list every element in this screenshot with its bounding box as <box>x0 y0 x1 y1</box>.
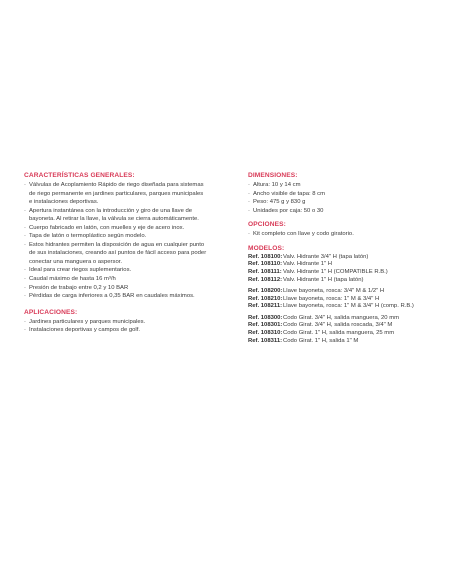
model-ref: Ref. 108211: <box>248 303 283 310</box>
list-item: · Válvulas de Acoplamiento Rápido de riego diseñada para sistemas de riego permanente en jardines particulares, parques municipales e instalaciones deportivas. <box>24 181 238 207</box>
list-item: · Apertura instantánea con la introducción y giro de una llave de bayoneta. Al retirar la llave, la válvula se cierra automáticamente. <box>24 207 238 224</box>
model-ref: Ref. 108301: <box>248 322 283 329</box>
right-column <box>248 172 442 351</box>
list-item: · Jardines particulares y parques municipales. <box>24 318 238 327</box>
model-ref: Ref. 108111: <box>248 268 282 275</box>
model-desc: Valv. Hidrante 1" H <box>283 261 333 268</box>
list-item: · Estos hidrantes permiten la disposición de agua en cualquier punto de sus instalaciones, creando así puntos de fácil acceso para poder conectar una manguera o aspersor. <box>24 241 238 267</box>
dimensions-section <box>248 172 442 215</box>
list-item: · Unidades por caja: 50 o 30 <box>248 207 442 216</box>
model-desc: Llave bayoneta, rosca: 1" M & 3/4" H (comp. R.B.) <box>283 303 414 310</box>
model-ref: Ref. 108100: <box>248 253 283 260</box>
options-heading: OPCIONES: <box>248 221 286 229</box>
model-desc: Codo Girat. 1" H, salida 1" M <box>283 337 359 344</box>
list-item: · Altura: 10 y 14 cm <box>248 181 442 190</box>
list-item: · Kit completo con llave y codo giratorio. <box>248 230 442 239</box>
list-item: · Tapa de latón o termoplástico según modelo. <box>24 232 238 241</box>
list-item: · Ideal para crear riegos suplementarios. <box>24 266 238 275</box>
model-desc: Llave bayoneta, rosca: 1" M & 3/4" H <box>283 295 380 302</box>
model-ref: Ref. 108210: <box>248 295 283 302</box>
dimensions-list <box>248 181 442 215</box>
model-ref: Ref. 108110: <box>248 261 283 268</box>
model-desc: Codo Girat. 3/4" H, salida roscada, 3/4" M <box>283 322 393 329</box>
features-heading: CARACTERÍSTICAS GENERALES: <box>24 172 135 179</box>
model-desc: Codo Girat. 1" H, salida manguera, 25 mm <box>283 330 395 337</box>
models-group-valves <box>248 254 442 284</box>
model-ref: Ref. 108310: <box>248 330 283 337</box>
list-item: · Pérdidas de carga inferiores a 0,35 BAR en caudales máximos. <box>24 292 238 301</box>
model-desc: Valv. Hidrante 1" H (tapa latón) <box>283 276 364 283</box>
model-desc: Valv. Hidrante 1" H (COMPATIBLE R.B.) <box>283 268 388 275</box>
applications-list <box>24 318 238 335</box>
left-column <box>24 172 238 343</box>
model-desc: Llave bayoneta, rosca: 3/4" M & 1/2" H <box>283 288 385 295</box>
list-item: · Presión de trabajo entre 0,2 y 10 BAR <box>24 284 238 293</box>
list-item: · Peso: 475 g y 830 g <box>248 198 442 207</box>
model-desc: Codo Girat. 3/4" H, salida manguera, 20 mm <box>283 314 400 321</box>
list-item: · Ancho visible de tapa: 8 cm <box>248 190 442 199</box>
options-section <box>248 221 442 239</box>
list-item: · Cuerpo fabricado en latón, con muelles y eje de acero inox. <box>24 224 238 233</box>
model-ref: Ref. 108300: <box>248 314 283 321</box>
applications-heading: APLICACIONES: <box>24 308 78 316</box>
model-ref: Ref. 108311: <box>248 337 283 344</box>
options-list <box>248 230 442 239</box>
model-ref: Ref. 108200: <box>248 288 283 295</box>
dimensions-heading: DIMENSIONES: <box>248 172 298 179</box>
models-heading: MODELOS: <box>248 244 285 252</box>
models-group-elbows <box>248 315 442 345</box>
models-group-keys <box>248 288 442 311</box>
model-desc: Valv. Hidrante 3/4" H (tapa latón) <box>283 253 369 260</box>
models-section <box>248 245 442 346</box>
list-item: · Instalaciones deportivas y campos de golf. <box>24 326 238 335</box>
features-list <box>24 181 238 301</box>
applications-section <box>24 309 238 335</box>
list-item: · Caudal máximo de hasta 16 m³/h <box>24 275 238 284</box>
features-section <box>24 172 238 301</box>
model-ref: Ref. 108112: <box>248 276 283 283</box>
